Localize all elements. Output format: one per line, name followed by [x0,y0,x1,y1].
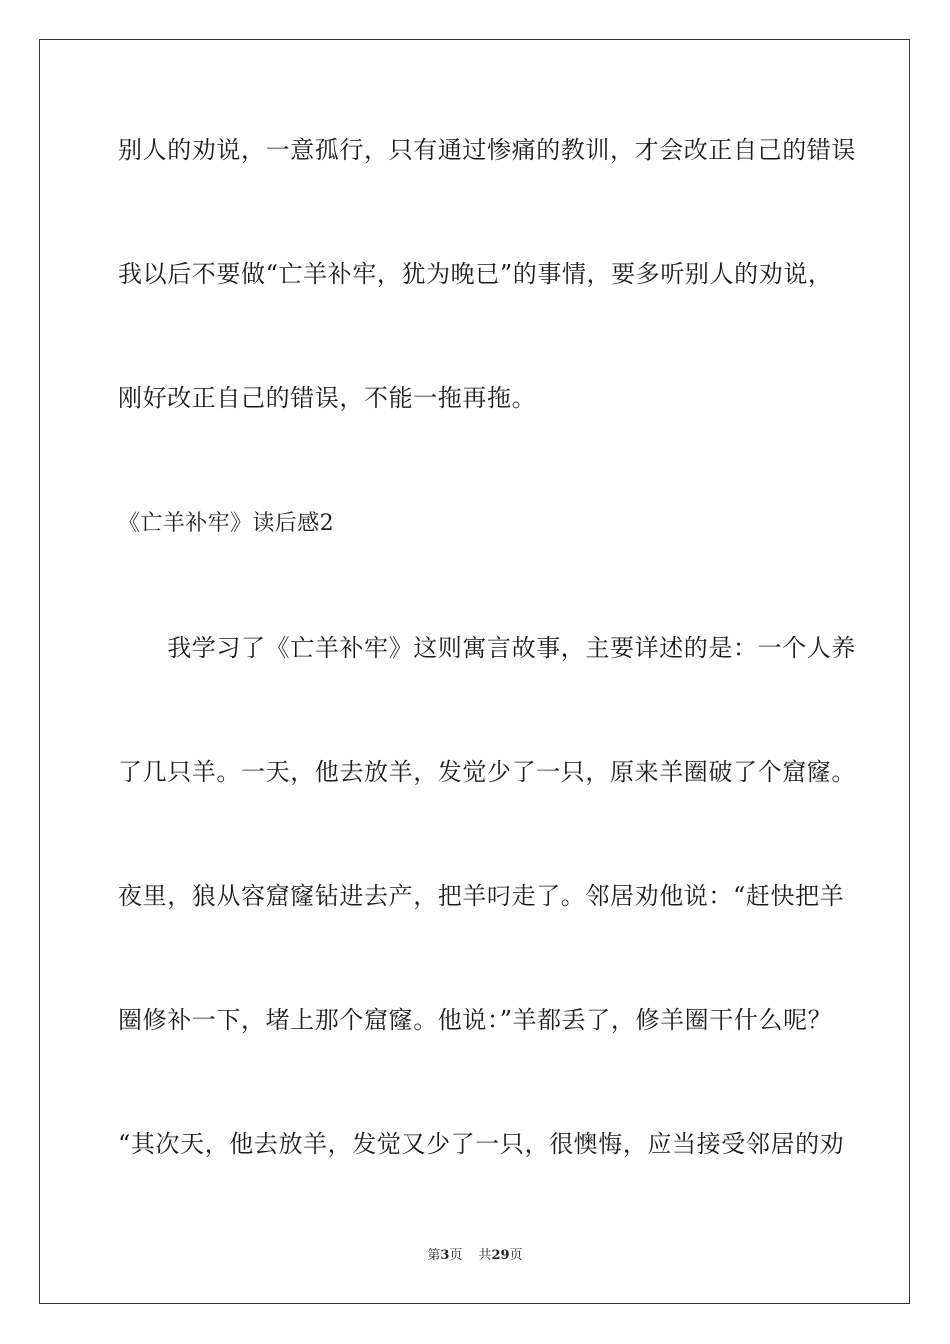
total-prefix: 共 [478,1248,492,1263]
body-text-line: 夜里，狼从容窟窿钻进去产，把羊叼走了。邻居劝他说：“赶快把羊 [118,882,845,910]
body-text-line: 我以后不要做“亡羊补牢，犹为晚已”的事情，要多听别人的劝说， [118,260,833,288]
page-frame [39,39,910,1304]
page-footer [0,1247,950,1265]
total-suffix: 页 [509,1248,523,1263]
page-suffix: 页 [449,1248,463,1263]
body-text-line: 了几只羊。一天，他去放羊，发觉少了一只，原来羊圈破了个窟窿。 [118,758,856,786]
body-text-line: 我学习了《亡羊补牢》这则寓言故事，主要详述的是：一个人养 [118,634,856,662]
body-text-line: 刚好改正自己的错误，不能一拖再拖。 [118,384,537,412]
current-page-number: 3 [440,1248,450,1263]
body-text-line: 别人的劝说，一意孤行，只有通过惨痛的教训，才会改正自己的错误 [118,136,856,164]
total-page-count: 29 [491,1248,510,1263]
body-text-line: 圈修补一下，堵上那个窟窿。他说：”羊都丢了，修羊圈干什么呢？ [118,1006,833,1034]
section-heading: 《亡羊补牢》读后感2 [118,511,334,536]
body-text-line: “其次天，他去放羊，发觉又少了一只，很懊悔，应当接受邻居的劝 [118,1130,845,1158]
page-prefix: 第 [427,1248,441,1263]
